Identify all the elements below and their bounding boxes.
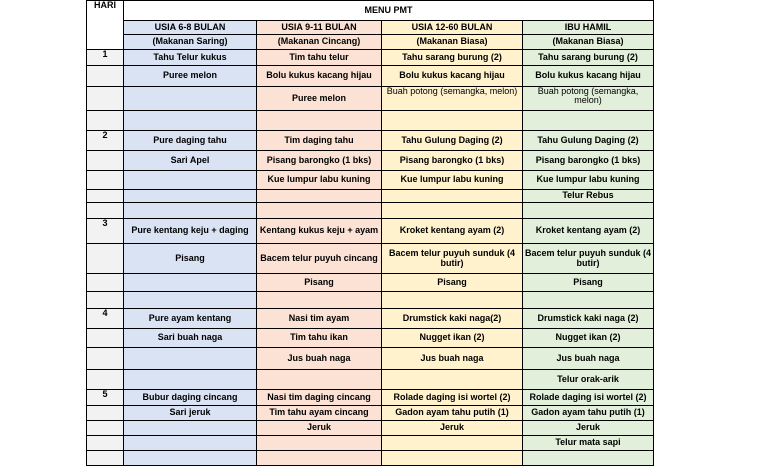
day-cell [86, 329, 124, 348]
column-age-header: USIA 6-8 BULAN [124, 21, 257, 35]
menu-table [86, 0, 654, 466]
menu-cell: Bacem telur puyuh sunduk (4 butir) [523, 244, 654, 274]
menu-cell: Tim daging tahu [257, 131, 382, 151]
menu-cell: Pisang barongko (1 bks) [523, 151, 654, 171]
day-cell [86, 370, 124, 390]
menu-cell: Pure ayam kentang [124, 309, 257, 329]
menu-cell: Bolu kukus kacang hijau [382, 66, 523, 87]
day-cell: 1 [86, 50, 124, 66]
menu-cell: Pure kentang keju + daging [124, 219, 257, 244]
day-cell [86, 66, 124, 87]
menu-cell: Pisang [124, 244, 257, 274]
day-cell [86, 451, 124, 466]
menu-cell: Tahu Telur kukus [124, 50, 257, 66]
menu-cell: Telur orak-arik [523, 370, 654, 390]
menu-cell: Tahu Gulung Daging (2) [523, 131, 654, 151]
column-type-header: (Makanan Cincang) [257, 35, 382, 50]
menu-cell [124, 203, 257, 219]
day-cell [86, 348, 124, 370]
menu-cell [257, 451, 382, 466]
menu-cell: Gadon ayam tahu putih (1) [382, 406, 523, 421]
menu-cell: Buah potong (semangka, melon) [382, 87, 523, 111]
menu-cell: Nasi tim ayam [257, 309, 382, 329]
menu-cell: Pisang barongko (1 bks) [382, 151, 523, 171]
menu-cell: Bacem telur puyuh sunduk (4 butir) [382, 244, 523, 274]
hari-header: HARI [86, 0, 124, 50]
column-type-header: (Makanan Biasa) [523, 35, 654, 50]
menu-cell: Nugget ikan (2) [382, 329, 523, 348]
day-cell [86, 292, 124, 309]
menu-cell: Jus buah naga [382, 348, 523, 370]
menu-cell: Gadon ayam tahu putih (1) [523, 406, 654, 421]
menu-cell: Kroket kentang ayam (2) [523, 219, 654, 244]
menu-cell: Telur mata sapi [523, 436, 654, 451]
menu-cell [523, 451, 654, 466]
menu-cell [124, 87, 257, 111]
menu-cell [382, 111, 523, 131]
menu-cell [523, 292, 654, 309]
menu-cell [124, 370, 257, 390]
menu-cell: Kue lumpur labu kuning [523, 171, 654, 190]
menu-cell: Tahu sarang burung (2) [523, 50, 654, 66]
menu-cell [257, 292, 382, 309]
menu-cell [124, 171, 257, 190]
day-cell: 3 [86, 219, 124, 244]
menu-cell: Kue lumpur labu kuning [257, 171, 382, 190]
menu-cell [124, 348, 257, 370]
menu-cell [257, 370, 382, 390]
menu-cell [124, 274, 257, 292]
menu-cell: Drumstick kaki naga (2) [523, 309, 654, 329]
menu-cell: Nasi tim daging cincang [257, 390, 382, 406]
menu-cell: Sari buah naga [124, 329, 257, 348]
day-cell [86, 274, 124, 292]
menu-cell: Jeruk [523, 421, 654, 436]
day-cell [86, 421, 124, 436]
menu-cell: Kroket kentang ayam (2) [382, 219, 523, 244]
menu-cell [382, 370, 523, 390]
day-cell [86, 111, 124, 131]
menu-cell: Kue lumpur labu kuning [382, 171, 523, 190]
menu-cell [382, 190, 523, 203]
menu-cell: Buah potong (semangka, melon) [523, 87, 654, 111]
menu-cell: Sari jeruk [124, 406, 257, 421]
day-cell: 4 [86, 309, 124, 329]
menu-cell: Sari Apel [124, 151, 257, 171]
column-type-header: (Makanan Biasa) [382, 35, 523, 50]
menu-cell [382, 203, 523, 219]
menu-cell: Telur Rebus [523, 190, 654, 203]
day-cell [86, 190, 124, 203]
menu-cell: Jus buah naga [523, 348, 654, 370]
menu-cell: Jeruk [257, 421, 382, 436]
menu-cell: Pure daging tahu [124, 131, 257, 151]
menu-cell [124, 190, 257, 203]
day-cell: 5 [86, 390, 124, 406]
menu-cell: Drumstick kaki naga(2) [382, 309, 523, 329]
menu-cell [124, 292, 257, 309]
menu-cell [523, 111, 654, 131]
day-cell: 2 [86, 131, 124, 151]
menu-cell: Tim tahu ayam cincang [257, 406, 382, 421]
menu-cell: Puree melon [124, 66, 257, 87]
menu-cell: Tim tahu telur [257, 50, 382, 66]
column-age-header: USIA 9-11 BULAN [257, 21, 382, 35]
menu-cell: Rolade daging isi wortel (2) [523, 390, 654, 406]
menu-cell [257, 111, 382, 131]
day-cell [86, 436, 124, 451]
day-cell [86, 244, 124, 274]
menu-cell [124, 111, 257, 131]
menu-cell: Pisang [257, 274, 382, 292]
menu-cell [257, 190, 382, 203]
menu-cell [124, 421, 257, 436]
day-cell [86, 203, 124, 219]
menu-cell: Jeruk [382, 421, 523, 436]
menu-cell: Bolu kukus kacang hijau [257, 66, 382, 87]
menu-cell: Puree melon [257, 87, 382, 111]
menu-cell [257, 436, 382, 451]
menu-cell: Tahu sarang burung (2) [382, 50, 523, 66]
menu-cell: Pisang [382, 274, 523, 292]
column-age-header: USIA 12-60 BULAN [382, 21, 523, 35]
menu-cell: Kentang kukus keju + ayam [257, 219, 382, 244]
menu-cell [382, 451, 523, 466]
menu-cell: Nugget ikan (2) [523, 329, 654, 348]
menu-cell [124, 451, 257, 466]
day-cell [86, 87, 124, 111]
day-cell [86, 151, 124, 171]
column-age-header: IBU HAMIL [523, 21, 654, 35]
menu-cell [257, 203, 382, 219]
menu-title: MENU PMT [124, 0, 654, 21]
menu-cell [523, 203, 654, 219]
menu-cell: Pisang [523, 274, 654, 292]
menu-cell: Rolade daging isi wortel (2) [382, 390, 523, 406]
menu-cell: Bolu kukus kacang hijau [523, 66, 654, 87]
menu-cell [124, 436, 257, 451]
menu-cell: Bacem telur puyuh cincang [257, 244, 382, 274]
menu-cell [382, 292, 523, 309]
menu-cell: Pisang barongko (1 bks) [257, 151, 382, 171]
column-type-header: (Makanan Saring) [124, 35, 257, 50]
day-cell [86, 171, 124, 190]
menu-cell: Bubur daging cincang [124, 390, 257, 406]
menu-cell: Tim tahu ikan [257, 329, 382, 348]
menu-cell [382, 436, 523, 451]
menu-cell: Tahu Gulung Daging (2) [382, 131, 523, 151]
day-cell [86, 406, 124, 421]
menu-cell: Jus buah naga [257, 348, 382, 370]
